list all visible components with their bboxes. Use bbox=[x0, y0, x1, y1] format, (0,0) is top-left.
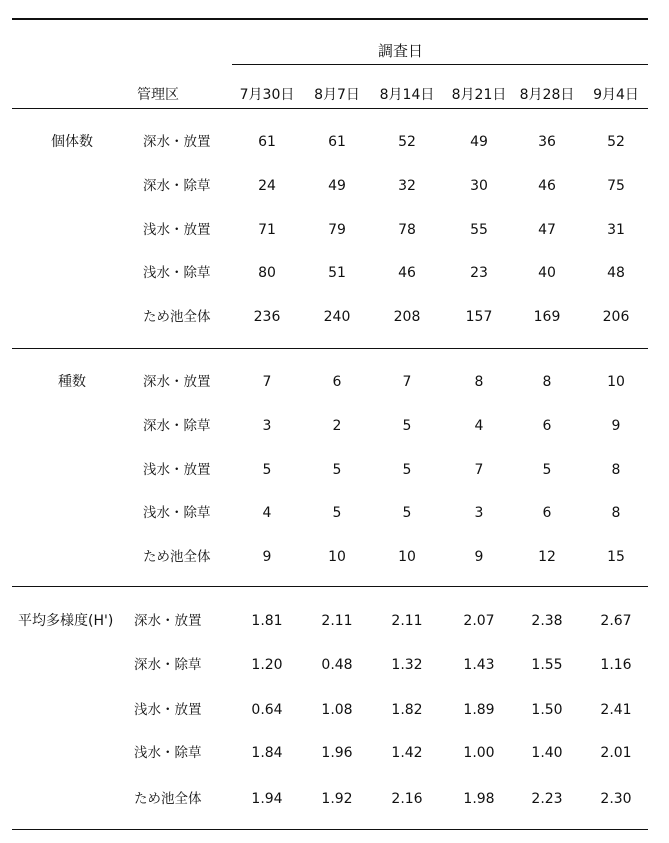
table-cell: 32 bbox=[398, 178, 416, 194]
table-cell: 2 bbox=[332, 418, 342, 434]
table-cell: 9 bbox=[611, 418, 621, 434]
table-cell: 169 bbox=[533, 309, 561, 325]
table-cell: 61 bbox=[258, 134, 276, 150]
table-cell: 23 bbox=[470, 265, 488, 281]
table-cell: 8 bbox=[474, 374, 484, 390]
table-cell: 9 bbox=[262, 549, 272, 565]
table-cell: 52 bbox=[607, 134, 625, 150]
table-cell: 7 bbox=[474, 462, 484, 478]
table-cell: 2.11 bbox=[391, 613, 423, 629]
table-cell: 12 bbox=[538, 549, 556, 565]
table-cell: 7 bbox=[402, 374, 412, 390]
table-cell: 49 bbox=[328, 178, 346, 194]
table-cell: 2.23 bbox=[531, 791, 563, 807]
date-header: 7月30日 bbox=[239, 87, 295, 103]
area-label: 浅水・放置 bbox=[143, 462, 211, 478]
table-cell: 30 bbox=[470, 178, 488, 194]
table-cell: 1.20 bbox=[251, 657, 283, 673]
area-label: 深水・除草 bbox=[143, 418, 211, 434]
area-label: ため池全体 bbox=[134, 791, 202, 807]
area-label: 深水・放置 bbox=[143, 374, 211, 390]
table-cell: 2.67 bbox=[600, 613, 632, 629]
table-cell: 1.89 bbox=[463, 702, 495, 718]
table-cell: 1.08 bbox=[321, 702, 353, 718]
table-cell: 2.30 bbox=[600, 791, 632, 807]
header-rule bbox=[12, 108, 648, 109]
section-label: 個体数 bbox=[51, 134, 93, 150]
table-cell: 31 bbox=[607, 222, 625, 238]
area-label: 深水・放置 bbox=[134, 613, 202, 629]
table-cell: 6 bbox=[332, 374, 342, 390]
area-label: 深水・除草 bbox=[134, 657, 202, 673]
table-cell: 1.42 bbox=[391, 745, 423, 761]
area-label: 深水・放置 bbox=[143, 134, 211, 150]
table-cell: 2.38 bbox=[531, 613, 563, 629]
table-cell: 157 bbox=[465, 309, 493, 325]
table-cell: 71 bbox=[258, 222, 276, 238]
table-cell: 5 bbox=[402, 418, 412, 434]
section-label: 種数 bbox=[58, 374, 86, 390]
table-cell: 46 bbox=[538, 178, 556, 194]
table-cell: 0.64 bbox=[251, 702, 283, 718]
table-cell: 1.92 bbox=[321, 791, 353, 807]
table-cell: 52 bbox=[398, 134, 416, 150]
table-cell: 240 bbox=[323, 309, 351, 325]
area-label: 浅水・除草 bbox=[134, 745, 202, 761]
table-cell: 5 bbox=[402, 462, 412, 478]
table-cell: 24 bbox=[258, 178, 276, 194]
table-cell: 3 bbox=[262, 418, 272, 434]
area-label: 浅水・放置 bbox=[134, 702, 202, 718]
table-cell: 1.94 bbox=[251, 791, 283, 807]
table-cell: 1.98 bbox=[463, 791, 495, 807]
table-cell: 236 bbox=[253, 309, 281, 325]
date-header: 8月14日 bbox=[379, 87, 435, 103]
section-divider-2 bbox=[12, 586, 648, 587]
table-cell: 2.16 bbox=[391, 791, 423, 807]
area-label: 浅水・除草 bbox=[143, 265, 211, 281]
table-cell: 61 bbox=[328, 134, 346, 150]
table-cell: 80 bbox=[258, 265, 276, 281]
table-cell: 6 bbox=[542, 505, 552, 521]
table-cell: 15 bbox=[607, 549, 625, 565]
area-label: ため池全体 bbox=[143, 309, 211, 325]
table-cell: 1.55 bbox=[531, 657, 563, 673]
table-cell: 4 bbox=[262, 505, 272, 521]
table-cell: 79 bbox=[328, 222, 346, 238]
table-cell: 1.84 bbox=[251, 745, 283, 761]
table-cell: 1.16 bbox=[600, 657, 632, 673]
date-header: 8月21日 bbox=[451, 87, 507, 103]
table-cell: 10 bbox=[398, 549, 416, 565]
header-underline bbox=[232, 64, 648, 65]
table-cell: 7 bbox=[262, 374, 272, 390]
table-cell: 0.48 bbox=[321, 657, 353, 673]
table-cell: 3 bbox=[474, 505, 484, 521]
table-cell: 10 bbox=[607, 374, 625, 390]
table-cell: 5 bbox=[262, 462, 272, 478]
table-cell: 2.07 bbox=[463, 613, 495, 629]
table-cell: 1.50 bbox=[531, 702, 563, 718]
table-cell: 46 bbox=[398, 265, 416, 281]
table-cell: 1.40 bbox=[531, 745, 563, 761]
area-label: ため池全体 bbox=[143, 549, 211, 565]
table-cell: 1.81 bbox=[251, 613, 283, 629]
table-cell: 2.41 bbox=[600, 702, 632, 718]
table-cell: 40 bbox=[538, 265, 556, 281]
date-header: 8月7日 bbox=[314, 87, 360, 103]
bottom-rule bbox=[12, 829, 648, 830]
table-cell: 78 bbox=[398, 222, 416, 238]
table-cell: 206 bbox=[602, 309, 630, 325]
table-cell: 36 bbox=[538, 134, 556, 150]
area-label: 浅水・放置 bbox=[143, 222, 211, 238]
table-cell: 8 bbox=[611, 505, 621, 521]
table-cell: 5 bbox=[332, 462, 342, 478]
table-cell: 8 bbox=[611, 462, 621, 478]
table-cell: 10 bbox=[328, 549, 346, 565]
table-cell: 2.01 bbox=[600, 745, 632, 761]
area-label: 深水・除草 bbox=[143, 178, 211, 194]
area-label: 浅水・除草 bbox=[143, 505, 211, 521]
table-cell: 9 bbox=[474, 549, 484, 565]
section-label: 平均多様度(H') bbox=[18, 613, 114, 629]
table-cell: 1.32 bbox=[391, 657, 423, 673]
table-cell: 8 bbox=[542, 374, 552, 390]
table-cell: 1.00 bbox=[463, 745, 495, 761]
table-cell: 6 bbox=[542, 418, 552, 434]
table-cell: 5 bbox=[332, 505, 342, 521]
date-header: 9月4日 bbox=[593, 87, 639, 103]
table-cell: 48 bbox=[607, 265, 625, 281]
section-divider-1 bbox=[12, 348, 648, 349]
table-cell: 4 bbox=[474, 418, 484, 434]
table-cell: 75 bbox=[607, 178, 625, 194]
management-header: 管理区 bbox=[137, 87, 179, 103]
table-cell: 51 bbox=[328, 265, 346, 281]
table-cell: 5 bbox=[542, 462, 552, 478]
date-header: 8月28日 bbox=[519, 87, 575, 103]
table-cell: 47 bbox=[538, 222, 556, 238]
table-cell: 208 bbox=[393, 309, 421, 325]
table-cell: 2.11 bbox=[321, 613, 353, 629]
survey-date-title: 調査日 bbox=[378, 42, 424, 60]
table-cell: 1.96 bbox=[321, 745, 353, 761]
table-cell: 1.43 bbox=[463, 657, 495, 673]
table-cell: 55 bbox=[470, 222, 488, 238]
table-cell: 1.82 bbox=[391, 702, 423, 718]
table-cell: 49 bbox=[470, 134, 488, 150]
table-cell: 5 bbox=[402, 505, 412, 521]
top-rule bbox=[12, 18, 648, 20]
